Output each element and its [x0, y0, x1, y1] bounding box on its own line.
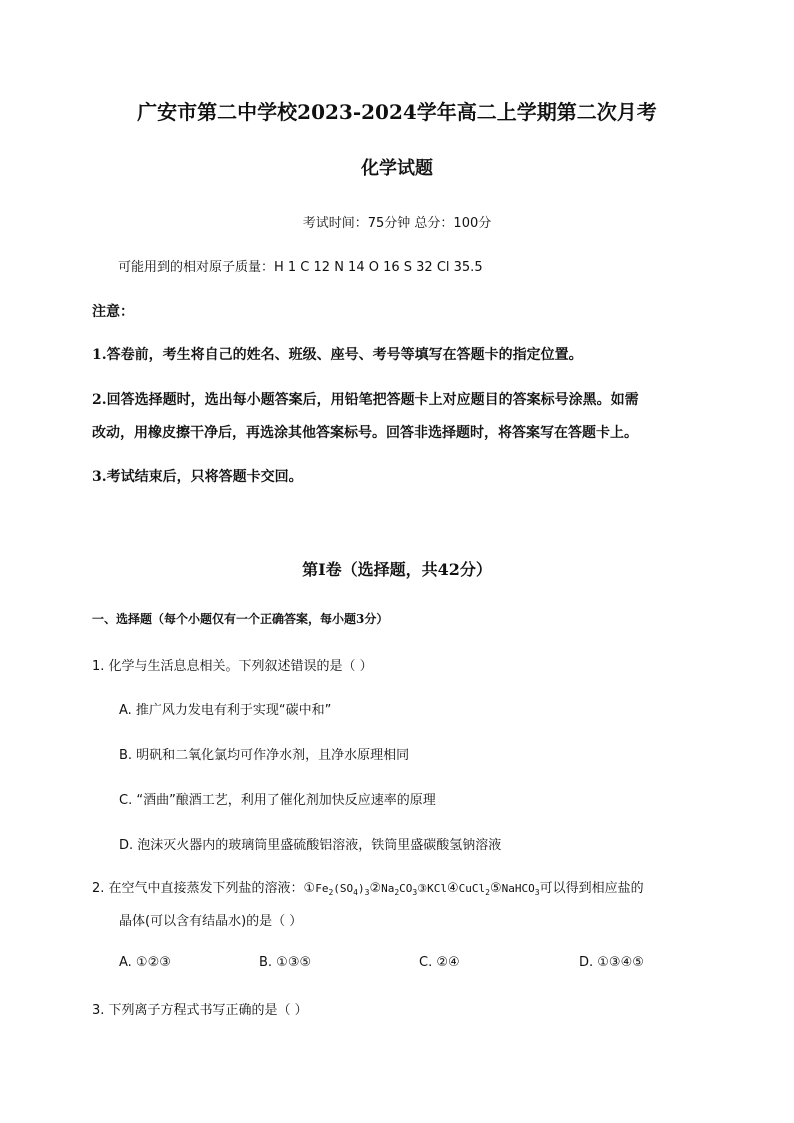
question-2-option-c: C. ②④ — [419, 955, 460, 970]
question-1-option-a: A. 推广风力发电有利于实现“碳中和” — [119, 703, 332, 718]
notice-item-2: 2.回答选择题时，选出每小题答案后，用铅笔把答题卡上对应题目的答案标号涂黑。如需 — [92, 392, 639, 408]
question-3-stem: 3. 下列离子方程式书写正确的是（ ） — [92, 1003, 308, 1018]
question-1-option-d: D. 泡沫灭火器内的玻璃筒里盛硫酸铝溶液，铁筒里盛碳酸氢钠溶液 — [119, 838, 502, 853]
atomic-masses: 可能用到的相对原子质量：H 1 C 12 N 14 O 16 S 32 Cl 35.5 — [118, 260, 483, 275]
question-2-option-b: B. ①③⑤ — [259, 955, 312, 970]
question-2-stem-line2: 晶体(可以含有结晶水)的是（ ） — [119, 914, 303, 929]
salt-5: ⑤NaHCO$_3$ — [489, 881, 540, 898]
question-1-option-b: B. 明矾和二氧化氯均可作净水剂，且净水原理相同 — [119, 748, 410, 763]
salt-2: $②Na_2CO_3$ — [369, 881, 418, 898]
part-heading: 一、选择题（每个小题仅有一个正确答案，每小题3分） — [92, 612, 389, 626]
question-2-options — [119, 955, 699, 970]
question-2-stem-prefix: 2. 在空气中直接蒸发下列盐的溶液： — [92, 881, 304, 896]
notice-heading: 注意： — [92, 304, 134, 320]
notice-item-1: 1.答卷前，考生将自己的姓名、班级、座号、考号等填写在答题卡的指定位置。 — [92, 347, 583, 363]
exam-title: 广安市第二中学校2023-2024学年高二上学期第二次月考 — [137, 100, 657, 124]
section-title: 第Ⅰ卷（选择题，共42分） — [302, 560, 492, 579]
notice-item-2-cont: 改动，用橡皮擦干净后，再选涂其他答案标号。回答非选择题时，将答案写在答题卡上。 — [92, 425, 638, 441]
question-2-option-a: A. ①②③ — [119, 955, 171, 970]
question-1-stem: 1. 化学与生活息息相关。下列叙述错误的是（ ） — [92, 659, 373, 674]
salt-3: ③KCl — [417, 882, 447, 895]
exam-subtitle: 化学试题 — [361, 158, 433, 179]
question-2-stem — [92, 877, 644, 897]
exam-info: 考试时间：75分钟 总分：100分 — [302, 216, 492, 231]
question-1-option-c: C. “酒曲”酿酒工艺，利用了催化剂加快反应速率的原理 — [119, 793, 436, 808]
notice-item-3: 3.考试结束后，只将答题卡交回。 — [92, 469, 303, 485]
salt-4: ④CuCl$_2$ — [446, 881, 490, 898]
salt-1: $①Fe_2(SO_4)_3$ — [303, 881, 370, 898]
question-2-stem-suffix: 可以得到相应盐的 — [539, 881, 644, 896]
question-2-option-d: D. ①③④⑤ — [579, 955, 644, 970]
